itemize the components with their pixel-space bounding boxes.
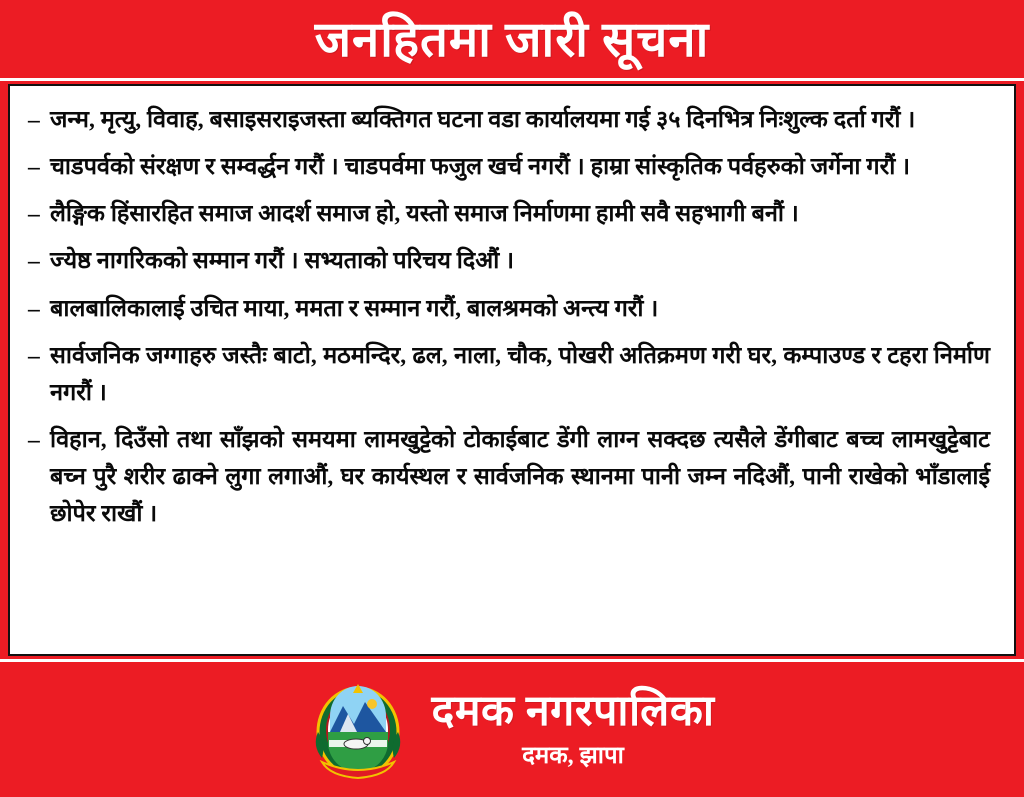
list-item xyxy=(28,338,994,412)
list-item xyxy=(28,422,994,533)
notice-text: चाडपर्वको संरक्षण र सम्वर्द्धन गरौं । चाडपर्वमा फजुल खर्च नगरौं । हाम्रा सांस्कृतिक पर्वहरुको जर्गेना गरौं । xyxy=(50,154,911,181)
poster-header xyxy=(0,0,1024,81)
notice-text: बालबालिकालाई उचित माया, ममता र सम्मान गरौं, बालश्रमको अन्त्य गरौं । xyxy=(50,295,659,322)
page-title: जनहितमा जारी सूचना xyxy=(314,11,710,67)
list-item xyxy=(28,149,994,186)
bullet-dash: – xyxy=(28,295,40,322)
bullet-dash: – xyxy=(28,342,40,369)
notice-text: ज्येष्ठ नागरिकको सम्मान गरौं । सभ्यताको परिचय दिऔं । xyxy=(50,248,515,275)
footer-inner xyxy=(310,676,715,784)
municipality-address: दमक, झापा xyxy=(522,742,624,769)
notice-list xyxy=(28,102,994,543)
list-item xyxy=(28,196,994,233)
notice-card xyxy=(8,84,1016,656)
poster-footer xyxy=(0,659,1024,797)
notice-text: विहान, दिउँसो तथा साँझको समयमा लामखुट्टेको टोकाईबाट डेंगी लाग्न सक्दछ त्यसैले डेंगीबाट बच्च लामखुट्टेबाट बच्न पुरै शरीर ढाक्ने लुगा लगाऔं, घर कार्यस्थल र सार्वजनिक स्थानमा पानी जम्न नदिऔं, पानी राखेको भाँडालाई छोपेर राखौं । xyxy=(50,426,990,528)
list-item xyxy=(28,243,994,280)
list-item xyxy=(28,102,994,139)
footer-texts xyxy=(432,689,715,769)
notice-text: लैङ्गिक हिंसारहित समाज आदर्श समाज हो, यस्तो समाज निर्माणमा हामी सवै सहभागी बनौं । xyxy=(50,201,799,228)
bullet-dash: – xyxy=(28,154,40,181)
poster-body xyxy=(0,81,1024,659)
municipality-name: दमक नगरपालिका xyxy=(431,688,715,736)
bullet-dash: – xyxy=(28,426,40,453)
bullet-dash: – xyxy=(28,201,40,228)
municipality-emblem-icon xyxy=(310,676,406,784)
bullet-dash: – xyxy=(28,107,40,133)
notice-text: सार्वजनिक जग्गाहरु जस्तैः बाटो, मठमन्दिर, ढल, नाला, चौक, पोखरी अतिक्रमण गरी घर, कम्पाउण्ड र टहरा निर्माण नगरौं । xyxy=(50,342,990,406)
list-item xyxy=(28,291,994,328)
notice-text: जन्म, मृत्यु, विवाह, बसाइसराइजस्ता ब्यक्तिगत घटना वडा कार्यालयमा गई ३५ दिनभित्र निःशुल्क दर्ता गरौं । xyxy=(50,107,916,133)
bullet-dash: – xyxy=(28,248,40,275)
